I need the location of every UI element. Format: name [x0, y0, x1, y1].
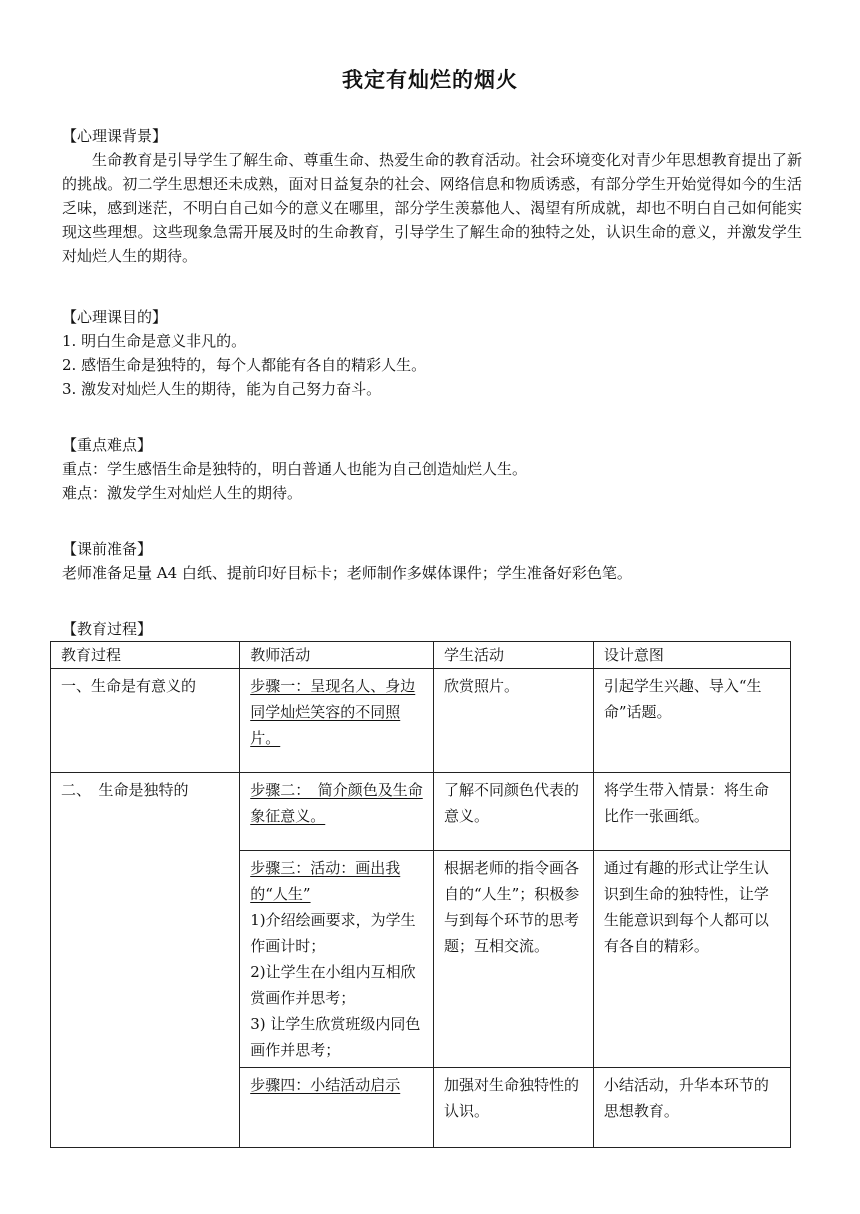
stage-cell: 一、生命是有意义的	[51, 669, 240, 773]
stage-cell: 二、 生命是独特的	[51, 773, 240, 1148]
column-header-intent: 设计意图	[593, 642, 790, 669]
design-intent-cell: 小结活动，升华本环节的思想教育。	[593, 1068, 790, 1148]
column-header-teacher: 教师活动	[240, 642, 434, 669]
teacher-step-1: 步骤一：呈现名人、身边同学灿烂笑容的不同照片。	[250, 677, 416, 747]
student-activity-cell: 根据老师的指令画各自的“人生”；积极参与到每个环节的思考题；互相交流。	[433, 851, 593, 1068]
teacher-activity-cell	[240, 1068, 434, 1148]
goals-heading: 【心理课目的】	[62, 308, 168, 326]
background-paragraph: 生命教育是引导学生了解生命、尊重生命、热爱生命的教育活动。社会环境变化对青少年思想教育提出了新的挑战。初二学生思想还未成熟，面对日益复杂的社会、网络信息和物质诱惑，有部分学生开始觉得如今的生活乏味，感到迷茫，不明白自己如今的意义在哪里，部分学生羡慕他人、渴望有所成就，却也不明白自己如何能实现这些理想。这些现象急需开展及时的生命教育，引导学生了解生命的独特之处，认识生命的意义，并激发学生对灿烂人生的期待。	[62, 151, 802, 265]
design-intent-cell: 将学生带入情景：将生命比作一张画纸。	[593, 773, 790, 851]
teacher-activity-cell	[240, 773, 434, 851]
process-heading: 【教育过程】	[62, 620, 153, 638]
table-header-row	[51, 642, 791, 669]
key-point: 重点：学生感悟生命是独特的，明白普通人也能为自己创造灿烂人生。	[62, 460, 528, 478]
student-activity-cell: 了解不同颜色代表的意义。	[433, 773, 593, 851]
background-heading: 【心理课背景】	[62, 127, 168, 145]
table-row	[51, 669, 791, 773]
keypoints-heading: 【重点难点】	[62, 436, 153, 454]
goal-item-1: 1. 明白生命是意义非凡的。	[62, 332, 247, 350]
design-intent-cell: 引起学生兴趣、导入“生命”话题。	[593, 669, 790, 773]
column-header-stage: 教育过程	[51, 642, 240, 669]
teacher-step-4: 步骤四：小结活动启示	[250, 1076, 401, 1094]
teacher-step-3-sub-3: 3) 让学生欣赏班级内同色画作并思考；	[250, 1015, 421, 1059]
preparation-heading: 【课前准备】	[62, 540, 153, 558]
teacher-step-3-sub-2: 2)让学生在小组内互相欣赏画作并思考；	[250, 963, 416, 1007]
difficulty-point: 难点：激发学生对灿烂人生的期待。	[62, 484, 303, 502]
column-header-student: 学生活动	[433, 642, 593, 669]
teacher-activity-cell	[240, 669, 434, 773]
table-row	[51, 773, 791, 851]
teacher-activity-cell	[240, 851, 434, 1068]
student-activity-cell: 加强对生命独特性的认识。	[433, 1068, 593, 1148]
document-title: 我定有灿烂的烟火	[342, 68, 518, 92]
student-activity-cell: 欣赏照片。	[433, 669, 593, 773]
preparation-text: 老师准备足量 A4 白纸、提前印好目标卡；老师制作多媒体课件；学生准备好彩色笔。	[62, 564, 632, 582]
teacher-step-2: 步骤二： 简介颜色及生命象征意义。	[250, 781, 423, 825]
process-table	[50, 641, 791, 1148]
teacher-step-3-title: 步骤三：活动：画出我的“人生”	[250, 859, 401, 903]
teacher-step-3-sub-1: 1)介绍绘画要求，为学生作画计时；	[250, 911, 416, 955]
goal-item-2: 2. 感悟生命是独特的，每个人都能有各自的精彩人生。	[62, 356, 427, 374]
goal-item-3: 3. 激发对灿烂人生的期待，能为自己努力奋斗。	[62, 380, 382, 398]
design-intent-cell: 通过有趣的形式让学生认识到生命的独特性，让学生能意识到每个人都可以有各自的精彩。	[593, 851, 790, 1068]
